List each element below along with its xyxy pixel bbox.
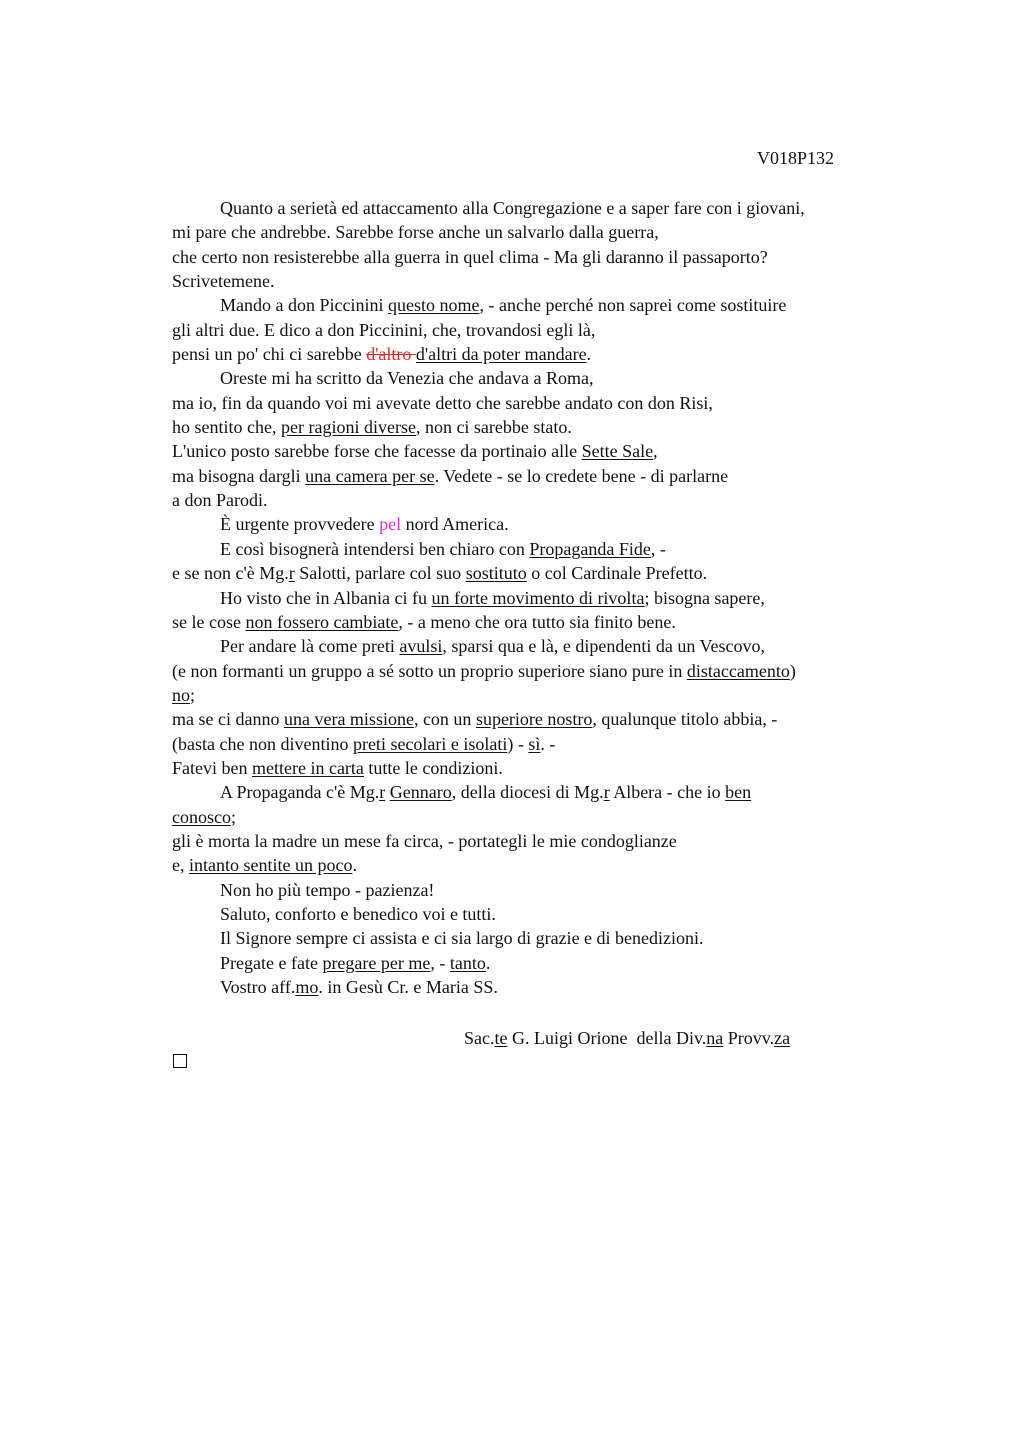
text-segment: o col Cardinale Prefetto. (526, 563, 708, 584)
underlined-text: pregare per me (322, 952, 431, 973)
highlighted-text: pel (379, 514, 402, 535)
text-line: che certo non resisterebbe alla guerra in quel clima - Ma gli daranno il passaporto? (172, 246, 768, 267)
text-line (172, 610, 912, 634)
underlined-text: r (603, 782, 610, 803)
text-line (172, 951, 912, 975)
underlined-text: questo nome (387, 295, 480, 316)
text-segment: ; bisogna sapere, (644, 587, 765, 608)
text-line: Oreste mi ha scritto da Venezia che andava a Roma, (220, 368, 594, 389)
text-line (172, 293, 912, 317)
underlined-text: mo (295, 977, 319, 997)
text-segment: , della diocesi di Mg. (451, 782, 604, 803)
text-segment: (e non formanti un gruppo a sé sotto un proprio superiore siano pure in (172, 660, 687, 681)
text-segment: , (653, 441, 658, 462)
text-line: Quanto a serietà ed attaccamento alla Congregazione e a saper fare con i giovani, (220, 198, 805, 218)
text-line: Saluto, conforto e benedico voi e tutti. (220, 903, 496, 924)
underlined-text: r (288, 563, 295, 584)
text-line: Il Signore sempre ci assista e ci sia largo di grazie e di benedizioni. (220, 928, 704, 949)
underlined-text: superiore nostro (475, 709, 593, 730)
checkbox-square-icon (173, 1054, 187, 1068)
text-segment: . (586, 344, 592, 365)
text-line (172, 756, 912, 780)
text-segment: (basta che non diventino (172, 733, 353, 754)
underlined-text: per ragioni diverse (280, 417, 416, 438)
text-segment: ; (230, 806, 236, 827)
text-segment: se le cose (172, 611, 246, 632)
text-line (172, 415, 912, 439)
underlined-text: ben (725, 782, 752, 803)
text-segment: ) - (507, 733, 529, 754)
text-line (172, 512, 912, 536)
text-segment: nord America. (401, 514, 509, 535)
signature (464, 1026, 790, 1050)
underlined-text: sì (528, 733, 541, 754)
text-segment: E così bisognerà intendersi ben chiaro con (220, 538, 530, 559)
text-line (172, 732, 912, 756)
underlined-text: un forte movimento di rivolta (431, 587, 645, 608)
text-line: Scrivetemene. (172, 271, 275, 292)
text-segment: , - a meno che ora tutto sia finito bene. (398, 611, 676, 632)
text-line (172, 634, 912, 658)
text-line (172, 975, 912, 999)
underlined-text: Propaganda Fide (529, 538, 651, 559)
struck-through-text: d'altro (366, 344, 416, 365)
text-segment: ) (789, 660, 796, 681)
underlined-text: preti secolari e isolati (352, 733, 508, 754)
text-segment: e se non c'è Mg. (172, 563, 289, 584)
letter-body (172, 196, 912, 999)
text-line (172, 780, 912, 804)
text-segment: pensi un po' chi ci sarebbe (172, 344, 367, 365)
text-segment: Per andare là come preti (220, 636, 400, 657)
underlined-text: te (494, 1028, 508, 1048)
text-line: ma io, fin da quando voi mi avevate detto che sarebbe andato con don Risi, (172, 392, 713, 413)
underlined-text: r (379, 782, 386, 803)
text-line (172, 439, 912, 463)
text-segment: e, (172, 855, 189, 876)
underlined-text: sostituto (465, 563, 527, 584)
text-segment: Pregate e fate (220, 952, 323, 973)
underlined-text: no (172, 684, 190, 705)
text-segment: , - (430, 952, 450, 973)
text-segment: ma se ci danno (172, 709, 284, 730)
text-segment: . (485, 952, 491, 973)
text-line (172, 707, 912, 731)
text-line (172, 537, 912, 561)
underlined-text: mettere in carta (251, 757, 364, 778)
underlined-text: Gennaro (389, 782, 452, 803)
text-line: Non ho più tempo - pazienza! (220, 879, 435, 900)
text-segment: Ho visto che in Albania ci fu (220, 587, 432, 608)
text-line (172, 659, 912, 683)
text-segment: Vostro aff. (220, 977, 296, 997)
underlined-text: Sette Sale (581, 441, 654, 462)
text-line: gli altri due. E dico a don Piccinini, che, trovandosi egli là, (172, 319, 596, 340)
text-line: mi pare che andrebbe. Sarebbe forse anche un salvarlo dalla guerra, (172, 222, 659, 243)
underlined-text: distaccamento (686, 660, 790, 681)
underlined-text: una camera per se (305, 465, 435, 486)
text-segment: ; (190, 684, 196, 705)
underlined-text: conosco (172, 806, 231, 827)
text-segment: . - (540, 733, 556, 754)
text-segment: Provv. (723, 1028, 775, 1048)
document-code: V018P132 (757, 148, 835, 168)
underlined-text: d'altri da poter mandare (415, 344, 587, 365)
text-segment: , - (650, 538, 666, 559)
text-segment: È urgente provvedere (220, 514, 380, 535)
text-segment: ho sentito che, (172, 417, 281, 438)
text-segment: Salotti, parlare col suo (294, 563, 466, 584)
underlined-text: za (774, 1028, 791, 1048)
underlined-text: na (706, 1028, 724, 1048)
text-line (172, 853, 912, 877)
text-segment: , - anche perché non saprei come sostituire (479, 295, 787, 316)
text-segment: , qualunque titolo abbia, - (592, 709, 778, 730)
text-segment: , non ci sarebbe stato. (415, 417, 572, 438)
underlined-text: avulsi (399, 636, 443, 657)
text-segment: A Propaganda c'è Mg. (220, 782, 380, 803)
underlined-text: una vera missione (283, 709, 414, 730)
text-line (172, 805, 912, 829)
text-segment: . in Gesù Cr. e Maria SS. (318, 977, 498, 997)
text-segment: Mando a don Piccinini (220, 295, 388, 316)
text-line (172, 464, 912, 488)
text-segment: , sparsi qua e là, e dipendenti da un Vescovo, (442, 636, 766, 657)
text-segment: , con un (413, 709, 476, 730)
text-line (172, 342, 912, 366)
text-segment: ma bisogna dargli (172, 465, 306, 486)
text-segment: Sac. (464, 1028, 495, 1048)
text-line (172, 586, 912, 610)
underlined-text: tanto (449, 952, 486, 973)
text-segment: . Vedete - se lo credete bene - di parlarne (434, 465, 729, 486)
text-segment: L'unico posto sarebbe forse che facesse da portinaio alle (172, 441, 582, 462)
underlined-text: non fossero cambiate (245, 611, 399, 632)
text-line: gli è morta la madre un mese fa circa, - portategli le mie condoglianze (172, 830, 677, 851)
text-segment: G. Luigi Orione della Div. (507, 1028, 707, 1048)
text-segment: . (352, 855, 357, 876)
text-segment: Albera - che io (609, 782, 726, 803)
text-segment: tutte le condizioni. (363, 757, 503, 778)
text-line: a don Parodi. (172, 490, 268, 511)
text-segment: Fatevi ben (172, 757, 252, 778)
underlined-text: intanto sentite un poco (189, 855, 353, 876)
text-line (172, 683, 912, 707)
text-line (172, 561, 912, 585)
